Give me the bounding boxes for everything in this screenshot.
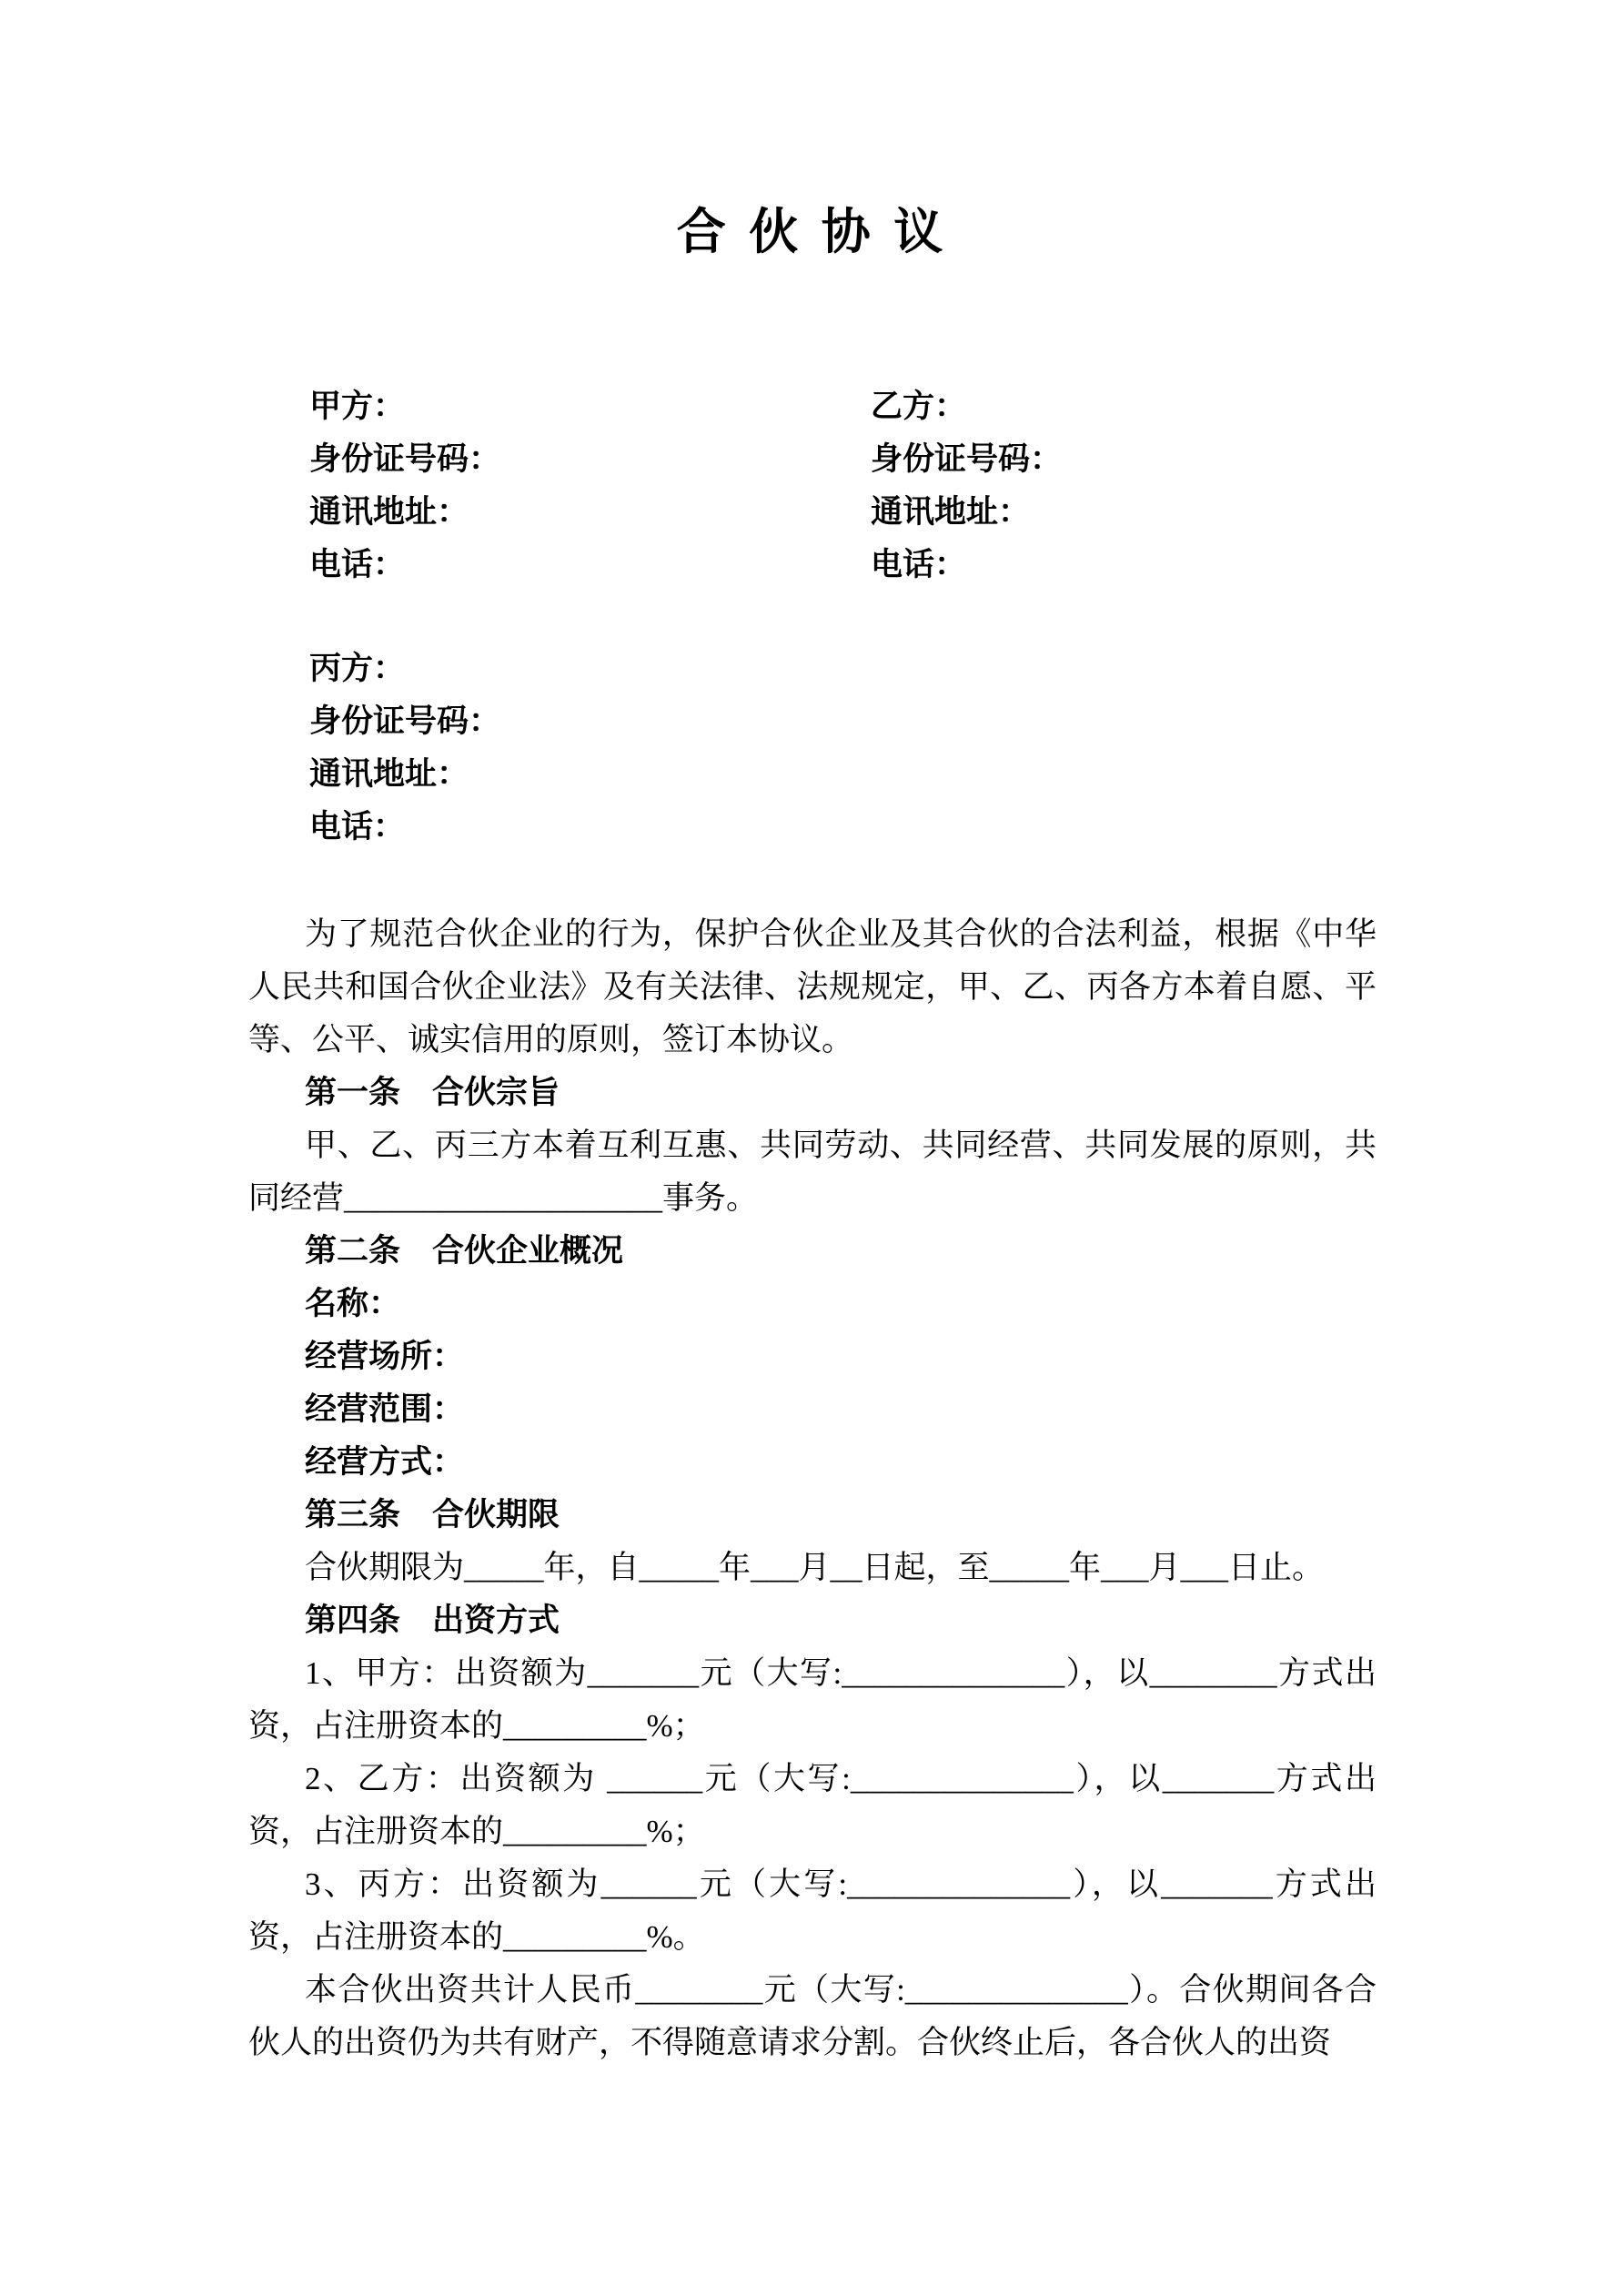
field-enterprise-name: 名称： [305, 1286, 401, 1321]
party-b-address-label: 通讯地址： [871, 494, 1031, 530]
party-b-label: 乙方： [871, 389, 967, 424]
party-b-id-label: 身份证号码： [871, 441, 1063, 477]
field-business-scope: 经营范围： [305, 1391, 465, 1427]
field-business-premises: 经营场所： [305, 1339, 465, 1374]
article-3-heading: 第三条 合伙期限 [305, 1497, 560, 1532]
party-c-block [248, 642, 1377, 854]
party-c-phone-label: 电话： [309, 809, 406, 845]
party-a-phone-label: 电话： [309, 547, 406, 582]
article-1-heading: 第一条 合伙宗旨 [305, 1075, 560, 1110]
party-a-label: 甲方： [309, 389, 406, 424]
contribution-item-party-b: 2、乙方：出资额为 ______元（大写:______________），以_______方式出资，占注册资本的_________%； [248, 1761, 1377, 1849]
article-2-heading: 第二条 合伙企业概况 [305, 1233, 624, 1269]
party-a-id-label: 身份证号码： [309, 441, 501, 477]
party-a-address-label: 通讯地址： [309, 494, 469, 530]
preamble-paragraph: 为了规范合伙企业的行为，保护合伙企业及其合伙的合法利益，根据《中华人民共和国合伙企业法》及有关法律、法规规定，甲、乙、丙各方本着自愿、平等、公平、诚实信用的原则，签订本协议。 [248, 916, 1377, 1057]
contribution-item-party-a: 1、甲方：出资额为_______元（大写:______________），以________方式出资，占注册资本的_________%； [248, 1655, 1377, 1744]
contribution-item-party-c: 3、丙方：出资额为______元（大写:______________），以_______方式出资，占注册资本的_________%。 [248, 1866, 1377, 1955]
contract-body [248, 908, 1377, 2069]
party-c-id-label: 身份证号码： [309, 703, 501, 739]
party-c-label: 丙方： [309, 651, 406, 686]
document-title: 合 伙 协 议 [676, 205, 949, 259]
field-business-mode: 经营方式： [305, 1444, 465, 1480]
contribution-total-paragraph: 本合伙出资共计人民币________元（大写:______________）。合伙期间各合伙人的出资仍为共有财产，不得随意请求分割。合伙终止后，各合伙人的出资 [248, 1972, 1377, 2060]
party-c-address-label: 通讯地址： [309, 756, 469, 792]
article-4-heading: 第四条 出资方式 [305, 1603, 560, 1638]
party-b-phone-label: 电话： [871, 547, 967, 582]
article-1-body: 甲、乙、丙三方本着互利互惠、共同劳动、共同经营、共同发展的原则，共同经营____________________事务。 [248, 1128, 1377, 1216]
party-a-b-block [248, 380, 1377, 592]
article-3-body: 合伙期限为_____年，自_____年___月__日起，至_____年___月___日止。 [305, 1550, 1325, 1585]
